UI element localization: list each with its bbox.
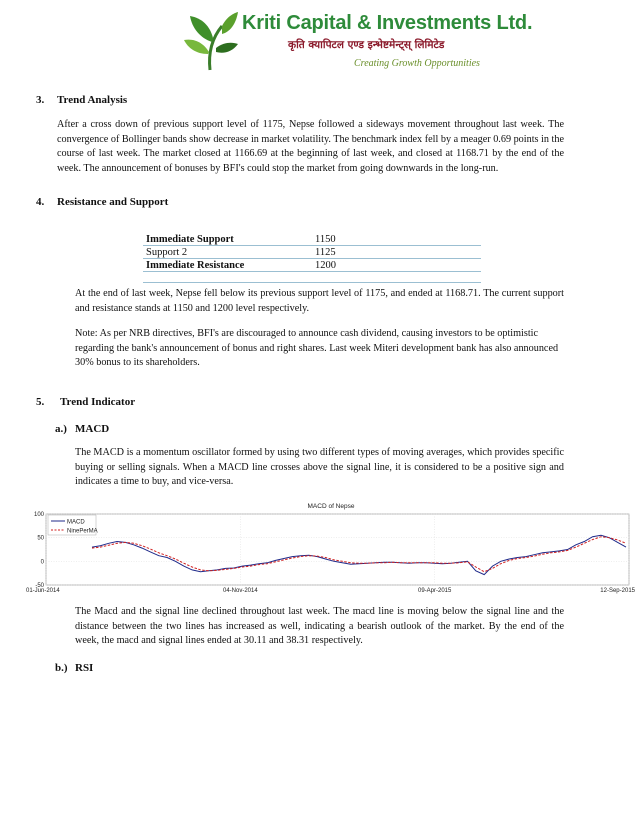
section-4-title: Resistance and Support xyxy=(57,196,169,208)
macd-description: The MACD is a momentum oscillator formed by using two different types of moving averages, which provides specific buying or selling signals. When a MACD line crosses above the signal line, it is considered to be a positive sign and indicates a time to buy, and vice-versa. xyxy=(75,447,564,487)
table-row xyxy=(143,259,481,272)
macd-chart xyxy=(26,500,636,598)
section-4-note: Note: As per NRB directives, BFI's are discouraged to announce cash dividend, causing investors to be optimistic regarding the bank's announcement of bonus and right shares. Last week Miteri development bank has also announced 30% bonus to its shareholders. xyxy=(75,328,559,368)
section-3-paragraph: After a cross down of previous support level of 1175, Nepse followed a sideways movement throughout last week. The convergence of Bollinger bands show decrease in market volatility. The benchmark index fell by a meager 0.69 points in the course of last week. The market closed at 1166.69 at the beginning of last week, and closed at 1168.71 by the end of the week. The announcement of bonuses by BFI's could stop the market from going downwards in the long-run. xyxy=(57,119,564,174)
table-cell-label: Immediate Resistance xyxy=(143,259,312,272)
y-tick-label: -50 xyxy=(35,583,44,589)
table-cell-label: Support 2 xyxy=(143,246,312,259)
table-row-empty xyxy=(143,272,481,283)
subsection-b-title: RSI xyxy=(75,662,94,674)
subsection-b-label: b.) xyxy=(55,662,68,674)
table-cell-label: Immediate Support xyxy=(143,233,312,246)
x-tick-label: 12-Sep-2015 xyxy=(600,588,635,594)
table-row xyxy=(143,233,481,246)
section-5-number: 5. xyxy=(36,396,45,408)
leaf-logo-icon xyxy=(182,8,240,72)
x-axis xyxy=(26,588,636,594)
company-logo xyxy=(178,8,533,74)
y-axis xyxy=(34,512,45,589)
x-tick-label: 09-Apr-2015 xyxy=(417,588,452,594)
legend-label-macd: MACD xyxy=(67,519,85,526)
company-tagline: Creating Growth Opportunities xyxy=(354,58,480,69)
subsection-a-title: MACD xyxy=(75,423,110,435)
company-name: Kriti Capital & Investments Ltd. xyxy=(242,12,533,34)
macd-analysis: The Macd and the signal line declined throughout last week. The macd line is moving below the signal line and the distance between the two lines has increased as well, indicating a bearish outlook of the market. By the end of the week, the macd and signal lines ended at 30.11 and 38.31 respectively. xyxy=(75,606,564,646)
table-cell-empty xyxy=(143,272,312,283)
legend-label-nineperma: NinePerMA xyxy=(67,528,98,535)
table-cell-value: 1150 xyxy=(312,233,481,246)
table-cell-empty xyxy=(312,272,481,283)
x-tick-label: 01-Jun-2014 xyxy=(26,588,60,594)
section-3-number: 3. xyxy=(36,94,45,106)
subsection-a-label: a.) xyxy=(55,423,67,435)
section-4-number: 4. xyxy=(36,196,45,208)
section-5-title: Trend Indicator xyxy=(60,396,136,408)
chart-title: MACD of Nepse xyxy=(307,503,355,510)
y-tick-label: 50 xyxy=(37,535,44,542)
x-tick-label: 04-Nov-2014 xyxy=(222,588,258,594)
section-4-paragraph-1: At the end of last week, Nepse fell below its previous support level of 1175, and ended at 1168.71. The current support and resistance stands at 1150 and 1200 level respectively. xyxy=(75,288,564,314)
plot-area xyxy=(46,514,629,585)
section-3-title: Trend Analysis xyxy=(57,94,128,106)
y-tick-label: 100 xyxy=(33,512,44,518)
company-name-hindi: कृति क्यापिटल एण्ड इन्भेष्टमेन्ट्स् लिमिटेड xyxy=(288,39,445,51)
y-tick-label: 0 xyxy=(40,559,44,566)
chart-legend xyxy=(48,515,98,535)
support-resistance-table xyxy=(143,233,481,283)
table-cell-value: 1200 xyxy=(312,259,481,272)
table-row xyxy=(143,246,481,259)
table-cell-value: 1125 xyxy=(312,246,481,259)
